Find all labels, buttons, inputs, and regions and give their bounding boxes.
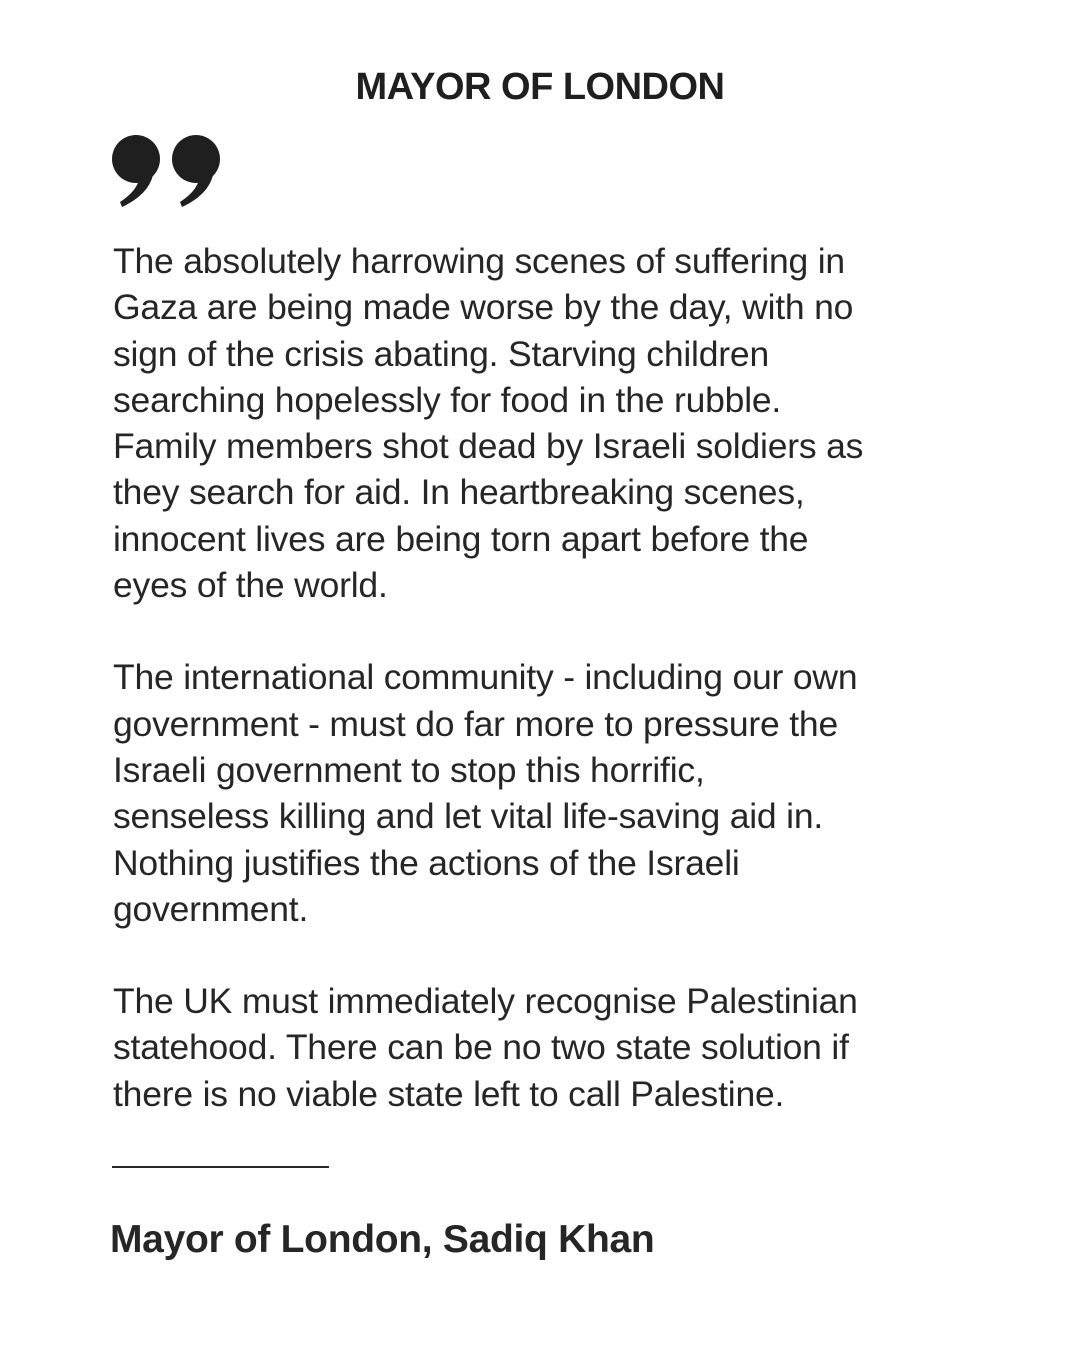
attribution: Mayor of London, Sadiq Khan [110, 1218, 655, 1261]
statement-line: Israeli government to stop this horrific, [113, 749, 705, 790]
statement-line: statehood. There can be no two state solution if [113, 1027, 849, 1068]
statement-line: they search for aid. In heartbreaking scenes, [113, 472, 805, 513]
closing-quote-icon [110, 133, 232, 209]
statement-line: Nothing justifies the actions of the Israeli [113, 842, 740, 883]
statement-line: The international community - including our own [113, 657, 858, 698]
statement-line: there is no viable state left to call Palestine. [113, 1073, 785, 1114]
statement-line: searching hopelessly for food in the rubble. [113, 379, 782, 420]
statement-line: The UK must immediately recognise Palestinian [113, 981, 858, 1022]
statement-line: government. [113, 888, 309, 929]
statement-line: innocent lives are being torn apart before the [113, 518, 809, 559]
statement-line: The absolutely harrowing scenes of suffering in [113, 241, 845, 281]
statement-line: Gaza are being made worse by the day, with no [113, 287, 854, 328]
statement-line: Family members shot dead by Israeli soldiers as [113, 426, 864, 467]
statement-line: sign of the crisis abating. Starving children [113, 333, 769, 374]
statement-body [113, 238, 993, 1163]
statement-line: eyes of the world. [113, 565, 388, 606]
statement-line: senseless killing and let vital life-saving aid in. [113, 796, 824, 837]
statement-line: government - must do far more to pressure the [113, 703, 838, 744]
divider-rule [112, 1166, 329, 1168]
page-title: MAYOR OF LONDON [355, 66, 725, 108]
statement-paragraph-2 [113, 654, 993, 932]
statement-paragraph-3 [113, 978, 993, 1117]
statement-paragraph-1 [113, 238, 993, 608]
